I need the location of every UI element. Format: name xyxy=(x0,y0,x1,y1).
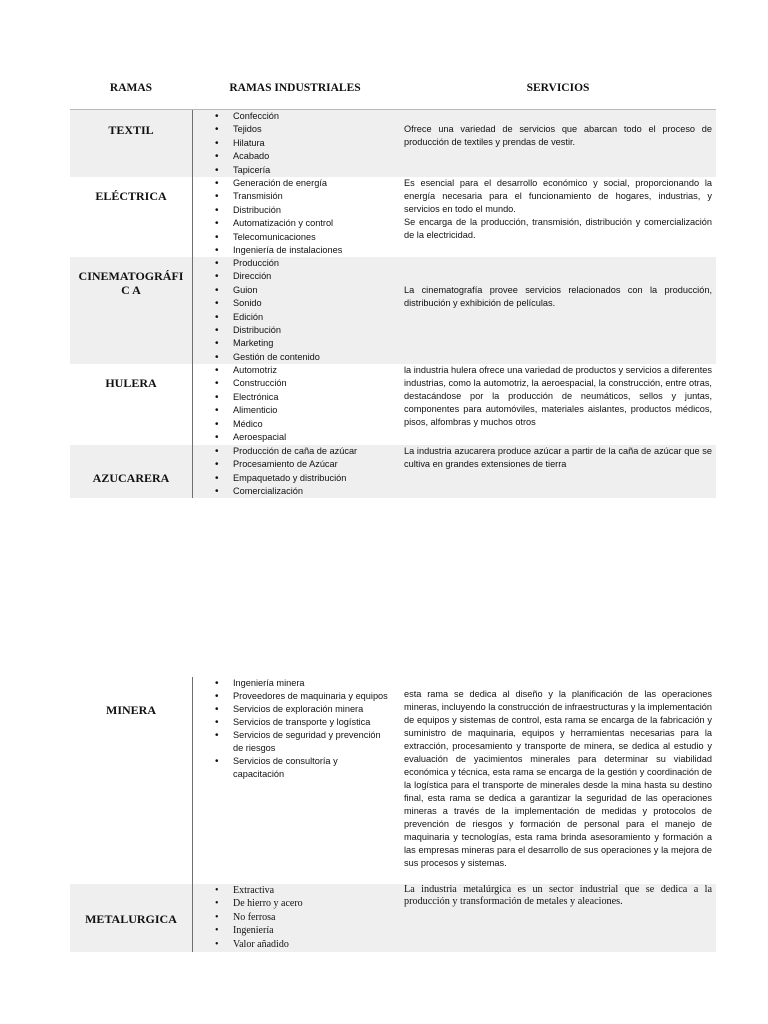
list-textil xyxy=(218,110,396,177)
list-minera xyxy=(218,677,388,781)
list-item: • Proveedores de maquinaria y equipos xyxy=(218,690,388,703)
list-item: • Automatización y control xyxy=(218,217,396,230)
list-item: • Tapicería xyxy=(218,164,396,177)
list-item: • Servicios de transporte y logística xyxy=(218,716,388,729)
list-azucarera xyxy=(218,445,396,499)
list-item: • Ingeniería minera xyxy=(218,677,388,690)
list-item: • Alimenticio xyxy=(218,404,396,417)
list-item: • Ingeniería xyxy=(218,924,396,937)
list-item: • Automotriz xyxy=(218,364,396,377)
list-hulera xyxy=(218,364,396,444)
list-item: • Producción xyxy=(218,257,396,270)
servicios-electrica-p1: Es esencial para el desarrollo económico y social, proporcionando la energía necesaria para el funcionamiento de hogares, industrias, y servicios en todo el mundo. xyxy=(404,178,712,215)
rama-textil: TEXTIL xyxy=(108,123,154,137)
servicios-electrica-p2: Se encarga de la producción, transmisión, distribución y comercialización de la electricidad. xyxy=(404,217,712,241)
column-divider xyxy=(192,677,193,952)
list-item: • Sonido xyxy=(218,297,396,310)
list-item: • Hilatura xyxy=(218,137,396,150)
servicios-cinematografica: La cinematografía provee servicios relacionados con la producción, distribución y exhibición de películas. xyxy=(404,285,712,309)
list-metalurgica xyxy=(218,884,396,951)
list-item: • Acabado xyxy=(218,150,396,163)
list-item: • No ferrosa xyxy=(218,911,396,924)
servicios-azucarera: La industria azucarera produce azúcar a partir de la caña de azúcar que se cultiva en grandes extensiones de tierra xyxy=(404,446,712,470)
servicios-hulera: la industria hulera ofrece una variedad de productos y servicios a diferentes industrias, como la automotriz, la aeroespacial, la construcción, entre otras, destacándose por la producción de neumáticos, sellos y juntas, componentes para automóviles, materiales aislantes, productos médicos, pisos, alfombras y muchos otros xyxy=(404,365,712,428)
list-item: • Médico xyxy=(218,418,396,431)
list-item: • Electrónica xyxy=(218,391,396,404)
list-item: • Ingeniería de instalaciones xyxy=(218,244,396,257)
list-item: • Gestión de contenido xyxy=(218,351,396,364)
list-item: • Procesamiento de Azúcar xyxy=(218,458,396,471)
list-item: • Distribución xyxy=(218,324,396,337)
list-item: • Marketing xyxy=(218,337,396,350)
list-item: • Producción de caña de azúcar xyxy=(218,445,396,458)
rama-metalurgica: METALURGICA xyxy=(85,912,177,926)
list-item: • Construcción xyxy=(218,377,396,390)
list-item: • Dirección xyxy=(218,270,396,283)
column-divider xyxy=(192,110,193,498)
list-item: • Guion xyxy=(218,284,396,297)
list-electrica xyxy=(218,177,396,257)
list-item: • Servicios de exploración minera xyxy=(218,703,388,716)
list-item: • Edición xyxy=(218,311,396,324)
list-item: • Comercialización xyxy=(218,485,396,498)
servicios-electrica xyxy=(404,177,712,242)
servicios-minera: esta rama se dedica al diseño y la planificación de las operaciones mineras, incluyendo la construcción de infraestructuras y la implementación de equipos y sistemas de control, esta rama se encarga de la fabricación y suministro de maquinaria, equipos y herramientas necesarias para la extracción, procesamiento y transporte de minera, se dedica al estudio y evaluación de yacimientos minerales para determinar su viabilidad económica y técnica, esta rama se encarga de la gestión y coordinación de la logística para el transporte de minerales desde la mina hasta su destino final, esta rama se dedica a garantizar la seguridad de las operaciones mineras a través de la implementación de medidas y protocolos de prevención de riesgos y formación de personal para el manejo de maquinaria y tecnologías, esta rama brinda asesoramiento y formación a las empresas mineras para el desarrollo de sus operaciones y la mejora de sus procesos y sistemas. xyxy=(404,689,712,868)
rama-azucarera: AZUCARERA xyxy=(92,471,170,485)
list-item: • Aeroespacial xyxy=(218,431,396,444)
list-cinematografica xyxy=(218,257,396,364)
list-item: • Generación de energía xyxy=(218,177,396,190)
list-item: • Empaquetado y distribución xyxy=(218,472,396,485)
list-item: • Transmisión xyxy=(218,190,396,203)
header-servicios: SERVICIOS xyxy=(526,82,590,94)
rama-minera: MINERA xyxy=(106,703,156,717)
list-item: • Servicios de seguridad y prevención de riesgos xyxy=(218,729,388,755)
servicios-metalurgica: La industria metalúrgica es un sector industrial que se dedica a la producción y transformación de metales y aleaciones. xyxy=(404,884,712,908)
list-item: • Confección xyxy=(218,110,396,123)
rama-electrica: ELÉCTRICA xyxy=(95,189,167,203)
rama-cinematografica: CINEMATOGRÁFIC A xyxy=(78,269,184,297)
rama-hulera: HULERA xyxy=(105,376,157,390)
list-item: • De hierro y acero xyxy=(218,897,396,910)
list-item: • Tejidos xyxy=(218,123,396,136)
list-item: • Distribución xyxy=(218,204,396,217)
list-item: • Servicios de consultoría y capacitación xyxy=(218,755,388,781)
header-ramas-industriales: RAMAS INDUSTRIALES xyxy=(229,82,361,94)
header-ramas: RAMAS xyxy=(109,82,153,94)
servicios-textil: Ofrece una variedad de servicios que abarcan todo el proceso de producción de textiles y prendas de vestir. xyxy=(404,124,712,148)
list-item: • Valor añadido xyxy=(218,938,396,951)
list-item: • Telecomunicaciones xyxy=(218,231,396,244)
list-item: • Extractiva xyxy=(218,884,396,897)
